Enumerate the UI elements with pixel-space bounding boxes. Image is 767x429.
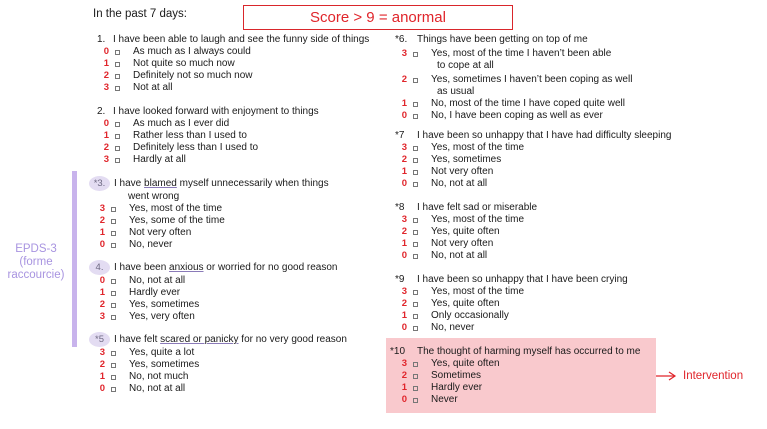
option-text: Yes, quite often	[431, 298, 500, 309]
question-text-part: for no very good reason	[238, 334, 347, 345]
option-text: Yes, sometimes	[129, 299, 200, 310]
answer-option[interactable]	[395, 370, 652, 382]
option-text: Yes, sometimes	[129, 359, 200, 370]
question-text: I have been so unhappy that I have had difficulty sleeping	[417, 130, 672, 141]
option-text: No, not at all	[129, 275, 186, 286]
score-threshold-box: Score > 9 = anormal	[243, 5, 513, 30]
option-score: 3	[401, 214, 407, 225]
question-keyword: blamed	[144, 178, 177, 189]
option-text: No, I have been coping as well as ever	[431, 110, 603, 121]
question-number-badge: 4.	[89, 260, 110, 275]
checkbox-icon[interactable]	[413, 254, 418, 259]
option-score: 0	[401, 110, 407, 121]
answer-option[interactable]	[395, 226, 695, 238]
answer-option[interactable]	[97, 82, 387, 94]
option-score: 2	[401, 154, 407, 165]
option-score: 0	[99, 383, 105, 394]
checkbox-icon[interactable]	[413, 302, 418, 307]
answer-option[interactable]	[395, 298, 695, 310]
option-score: 0	[401, 394, 407, 405]
checkbox-icon[interactable]	[111, 279, 116, 284]
checkbox-icon[interactable]	[413, 230, 418, 235]
question-text-line2: went wrong	[128, 191, 180, 202]
option-score: 0	[401, 322, 407, 333]
option-text: Never	[431, 394, 458, 405]
option-text: No, not at all	[129, 383, 186, 394]
answer-option[interactable]	[93, 215, 393, 227]
q10-options	[390, 358, 652, 406]
answer-option[interactable]	[395, 394, 652, 406]
question-keyword: scared or panicky	[160, 334, 239, 345]
option-score: 1	[103, 130, 109, 141]
intervention-label: Intervention	[683, 370, 744, 382]
answer-option[interactable]	[395, 238, 695, 250]
question-number: *6.	[395, 34, 408, 45]
option-text: Rather less than I used to	[133, 130, 247, 141]
option-text: Yes, quite a lot	[129, 347, 195, 358]
answer-option[interactable]	[395, 214, 695, 226]
checkbox-icon[interactable]	[115, 62, 120, 67]
epds3-bracket-bar	[72, 171, 77, 347]
answer-option[interactable]	[395, 250, 695, 262]
answer-option[interactable]	[97, 58, 387, 70]
question-1	[97, 34, 387, 94]
option-text: No, never	[129, 239, 173, 250]
option-text: No, not much	[129, 371, 189, 382]
option-score: 1	[401, 382, 407, 393]
question-6	[395, 34, 695, 122]
answer-option[interactable]	[395, 110, 695, 122]
option-text: Yes, sometimes I haven’t been coping as well	[431, 74, 633, 85]
question-number-badge: *5	[89, 332, 110, 347]
answer-option[interactable]	[97, 70, 387, 82]
question-3	[93, 178, 393, 251]
question-title	[93, 334, 393, 347]
option-text: Not quite so much now	[133, 58, 235, 69]
option-text: No, most of the time I have coped quite well	[431, 98, 625, 109]
question-text	[114, 178, 393, 190]
option-text: As much as I ever did	[133, 118, 230, 129]
checkbox-icon[interactable]	[413, 102, 418, 107]
checkbox-icon[interactable]	[115, 146, 120, 151]
option-score: 1	[99, 227, 105, 238]
checkbox-icon[interactable]	[111, 219, 116, 224]
option-text: Definitely not so much now	[133, 70, 253, 81]
question-8	[395, 202, 695, 262]
answer-option[interactable]	[93, 287, 393, 299]
question-number: 2.	[97, 106, 106, 117]
option-score: 3	[401, 48, 407, 59]
option-text: Hardly at all	[133, 154, 186, 165]
checkbox-icon[interactable]	[413, 290, 418, 295]
checkbox-icon[interactable]	[115, 122, 120, 127]
question-text-part: I have felt	[114, 334, 161, 345]
option-score: 1	[99, 371, 105, 382]
answer-option[interactable]	[395, 98, 695, 110]
option-text-line2: as usual	[437, 86, 475, 97]
option-score: 2	[103, 70, 109, 81]
question-number: *10	[390, 346, 406, 357]
checkbox-icon[interactable]	[413, 362, 418, 367]
question-7	[395, 130, 695, 190]
question-number: *8	[395, 202, 405, 213]
answer-option[interactable]	[93, 203, 393, 215]
checkbox-icon[interactable]	[413, 242, 418, 247]
question-2	[97, 106, 397, 166]
epds3-label	[3, 243, 69, 282]
epds3-label-line: EPDS-3	[15, 243, 57, 255]
option-text: Yes, most of the time	[431, 214, 525, 225]
answer-option[interactable]	[97, 130, 397, 142]
answer-option[interactable]	[395, 358, 652, 370]
answer-option[interactable]	[395, 166, 695, 178]
answer-option[interactable]	[93, 311, 393, 323]
answer-option[interactable]	[93, 227, 393, 239]
answer-option[interactable]	[97, 142, 397, 154]
question-title	[93, 262, 393, 275]
answer-option[interactable]	[93, 359, 393, 371]
answer-option[interactable]	[395, 74, 695, 86]
option-text: Hardly ever	[431, 382, 483, 393]
option-text: As much as I always could	[133, 46, 251, 57]
intervention-note	[655, 370, 743, 382]
question-text-part: I have	[114, 178, 145, 189]
question-number: *7	[395, 130, 405, 141]
checkbox-icon[interactable]	[413, 218, 418, 223]
question-title	[97, 106, 397, 118]
checkbox-icon[interactable]	[413, 158, 418, 163]
option-text: Yes, most of the time	[129, 203, 223, 214]
question-text-part: I have been	[114, 262, 170, 273]
answer-option[interactable]	[395, 154, 695, 166]
question-text	[114, 334, 393, 346]
question-text: I have been so unhappy that I have been crying	[417, 274, 628, 285]
epds3-label-line: raccourcie)	[7, 269, 65, 281]
option-score: 1	[401, 98, 407, 109]
question-title	[395, 274, 695, 286]
checkbox-icon[interactable]	[413, 386, 418, 391]
answer-option[interactable]	[395, 178, 695, 190]
question-number: *9	[395, 274, 405, 285]
checkbox-icon[interactable]	[413, 398, 418, 403]
checkbox-icon[interactable]	[111, 351, 116, 356]
epds3-label-line: (forme	[19, 256, 53, 268]
option-text: Yes, most of the time I haven’t been able	[431, 48, 612, 59]
option-score: 2	[401, 226, 407, 237]
checkbox-icon[interactable]	[111, 375, 116, 380]
checkbox-icon[interactable]	[115, 86, 120, 91]
option-text-line2: to cope at all	[437, 60, 494, 71]
option-score: 3	[99, 311, 105, 322]
option-score: 3	[401, 142, 407, 153]
checkbox-icon[interactable]	[111, 387, 116, 392]
option-text: Not very often	[129, 227, 192, 238]
option-text: Yes, quite often	[431, 226, 500, 237]
option-text: Not very often	[431, 238, 494, 249]
question-keyword: anxious	[169, 262, 204, 273]
option-text: Yes, sometimes	[431, 154, 502, 165]
option-score: 3	[99, 203, 105, 214]
option-text: Yes, most of the time	[431, 142, 525, 153]
question-number-badge: *3.	[89, 176, 110, 191]
checkbox-icon[interactable]	[413, 78, 418, 83]
answer-option[interactable]	[395, 310, 695, 322]
option-score: 3	[103, 154, 109, 165]
option-score: 1	[99, 287, 105, 298]
checkbox-icon[interactable]	[413, 52, 418, 57]
option-score: 1	[401, 310, 407, 321]
answer-option[interactable]	[93, 239, 393, 251]
option-score: 3	[103, 82, 109, 93]
checkbox-icon[interactable]	[111, 231, 116, 236]
checkbox-icon[interactable]	[111, 315, 116, 320]
checkbox-icon[interactable]	[111, 207, 116, 212]
answer-option[interactable]	[395, 286, 695, 298]
option-score: 0	[99, 275, 105, 286]
option-score: 0	[103, 46, 109, 57]
checkbox-icon[interactable]	[115, 134, 120, 139]
question-text: I have looked forward with enjoyment to things	[113, 106, 319, 117]
option-text: No, not at all	[431, 250, 488, 261]
intro-text: In the past 7 days:	[93, 8, 187, 20]
checkbox-icon[interactable]	[413, 374, 418, 379]
option-score: 2	[99, 215, 105, 226]
option-score: 0	[401, 178, 407, 189]
option-text: Yes, very often	[129, 311, 195, 322]
option-text: Definitely less than I used to	[133, 142, 259, 153]
option-text: Hardly ever	[129, 287, 181, 298]
option-text: Not very often	[431, 166, 494, 177]
option-score: 1	[401, 238, 407, 249]
question-text: Things have been getting on top of me	[417, 34, 588, 45]
option-score: 2	[99, 359, 105, 370]
checkbox-icon[interactable]	[413, 114, 418, 119]
question-title	[93, 178, 393, 191]
option-score: 2	[401, 298, 407, 309]
answer-option[interactable]	[93, 347, 393, 359]
answer-option[interactable]	[93, 299, 393, 311]
question-text-part: or worried for no good reason	[203, 262, 338, 273]
answer-option[interactable]	[97, 118, 397, 130]
option-score: 2	[103, 142, 109, 153]
option-text: No, not at all	[431, 178, 488, 189]
option-score: 2	[99, 299, 105, 310]
option-text: Yes, some of the time	[129, 215, 225, 226]
checkbox-icon[interactable]	[111, 243, 116, 248]
question-9	[395, 274, 695, 334]
checkbox-icon[interactable]	[115, 50, 120, 55]
answer-option[interactable]	[97, 46, 387, 58]
answer-option[interactable]	[93, 371, 393, 383]
option-score: 0	[401, 250, 407, 261]
option-text: Only occasionally	[431, 310, 509, 321]
option-text: No, never	[431, 322, 475, 333]
question-title	[390, 346, 652, 358]
answer-option[interactable]	[395, 322, 695, 334]
answer-option[interactable]	[395, 142, 695, 154]
option-text: Sometimes	[431, 370, 482, 381]
checkbox-icon[interactable]	[413, 326, 418, 331]
answer-option[interactable]	[97, 154, 397, 166]
question-4	[93, 262, 393, 323]
option-text: Not at all	[133, 82, 173, 93]
question-title	[97, 34, 387, 46]
checkbox-icon[interactable]	[413, 170, 418, 175]
option-score: 0	[103, 118, 109, 129]
arrow-right-icon	[655, 371, 677, 381]
question-text: I have been able to laugh and see the funny side of things	[113, 34, 370, 45]
option-score: 2	[401, 370, 407, 381]
checkbox-icon[interactable]	[111, 363, 116, 368]
question-title	[395, 202, 695, 214]
checkbox-icon[interactable]	[413, 146, 418, 151]
answer-option[interactable]	[395, 48, 695, 60]
question-number: 1.	[97, 34, 106, 45]
answer-option[interactable]	[93, 383, 393, 395]
option-score: 3	[99, 347, 105, 358]
question-text-part: myself unnecessarily when things	[176, 178, 329, 189]
answer-option[interactable]	[93, 275, 393, 287]
option-score: 1	[401, 166, 407, 177]
option-score: 0	[99, 239, 105, 250]
option-score: 1	[103, 58, 109, 69]
question-title	[395, 34, 695, 46]
question-title	[395, 130, 695, 142]
option-score: 2	[401, 74, 407, 85]
question-10	[390, 346, 652, 406]
checkbox-icon[interactable]	[115, 74, 120, 79]
option-text: Yes, quite often	[431, 358, 500, 369]
checkbox-icon[interactable]	[413, 182, 418, 187]
question-5	[93, 334, 393, 395]
option-score: 3	[401, 358, 407, 369]
option-score: 3	[401, 286, 407, 297]
checkbox-icon[interactable]	[111, 291, 116, 296]
question-text	[114, 262, 393, 274]
checkbox-icon[interactable]	[413, 314, 418, 319]
checkbox-icon[interactable]	[115, 158, 120, 163]
question-text: I have felt sad or miserable	[417, 202, 538, 213]
checkbox-icon[interactable]	[111, 303, 116, 308]
option-text: Yes, most of the time	[431, 286, 525, 297]
question-text: The thought of harming myself has occurred to me	[417, 346, 641, 357]
answer-option[interactable]	[395, 382, 652, 394]
